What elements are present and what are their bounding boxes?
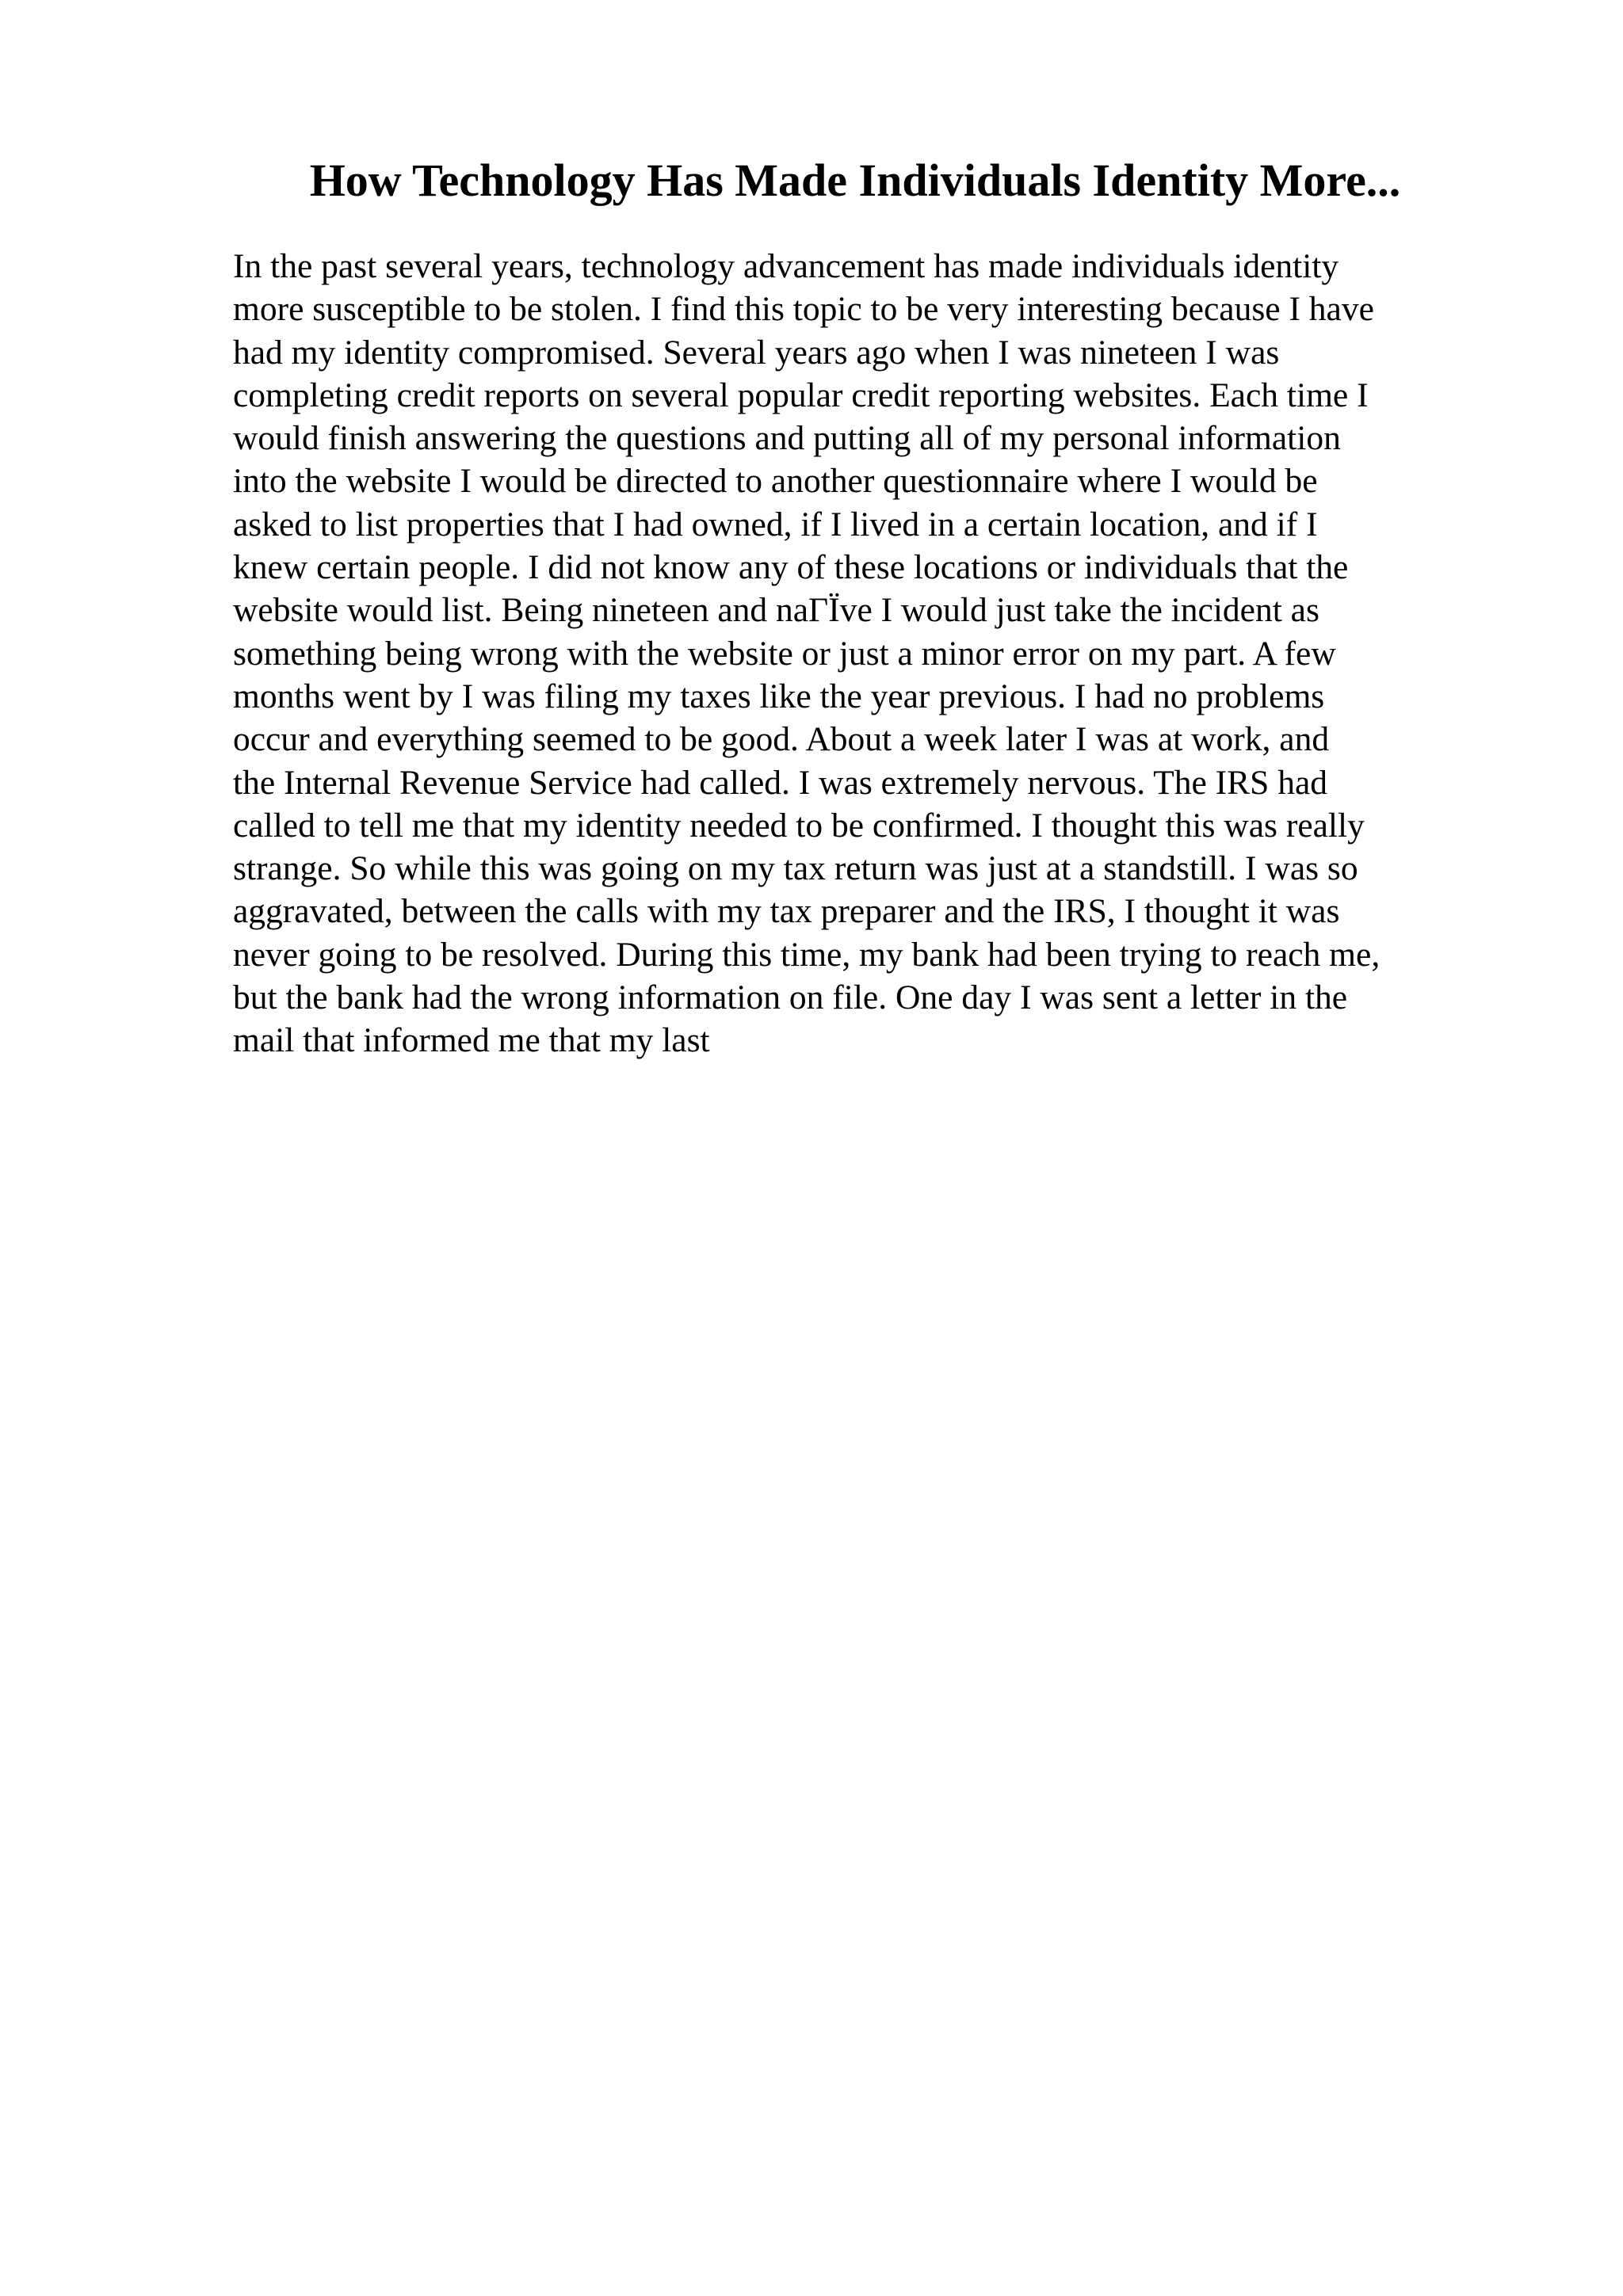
body-line: mail that informed me that my last <box>233 1021 710 1060</box>
body-line: something being wrong with the website or just a minor error on my part. A few <box>233 634 1336 673</box>
body-line: In the past several years, technology advancement has made individuals identity <box>233 247 1339 285</box>
body-line: but the bank had the wrong information on file. One day I was sent a letter in the <box>233 978 1348 1017</box>
body-line: called to tell me that my identity needed to be confirmed. I thought this was really <box>233 806 1365 845</box>
body-line: knew certain people. I did not know any of these locations or individuals that the <box>233 548 1349 587</box>
body-line: the Internal Revenue Service had called. I was extremely nervous. The IRS had <box>233 763 1328 802</box>
body-line: into the website I would be directed to another questionnaire where I would be <box>233 462 1318 501</box>
body-line: never going to be resolved. During this time, my bank had been trying to reach me, <box>233 935 1381 974</box>
body-line: website would list. Being nineteen and naΓЇve I would just take the incident as <box>233 591 1319 630</box>
body-line: completing credit reports on several popular credit reporting websites. Each time I <box>233 376 1369 414</box>
body-line: had my identity compromised. Several years ago when I was nineteen I was <box>233 333 1280 372</box>
body-line: asked to list properties that I had owned, if I lived in a certain location, and if I <box>233 505 1318 543</box>
body-line: strange. So while this was going on my tax return was just at a standstill. I was so <box>233 849 1358 888</box>
body-line: occur and everything seemed to be good. About a week later I was at work, and <box>233 720 1330 759</box>
body-line: more susceptible to be stolen. I find this topic to be very interesting because I have <box>233 290 1374 329</box>
body-line: aggravated, between the calls with my tax preparer and the IRS, I thought it was <box>233 892 1340 931</box>
document-body <box>233 245 1501 1062</box>
body-line: would finish answering the questions and putting all of my personal information <box>233 419 1341 458</box>
document-title: How Technology Has Made Individuals Identity More... <box>309 154 1401 206</box>
body-line: months went by I was filing my taxes like the year previous. I had no problems <box>233 677 1325 715</box>
